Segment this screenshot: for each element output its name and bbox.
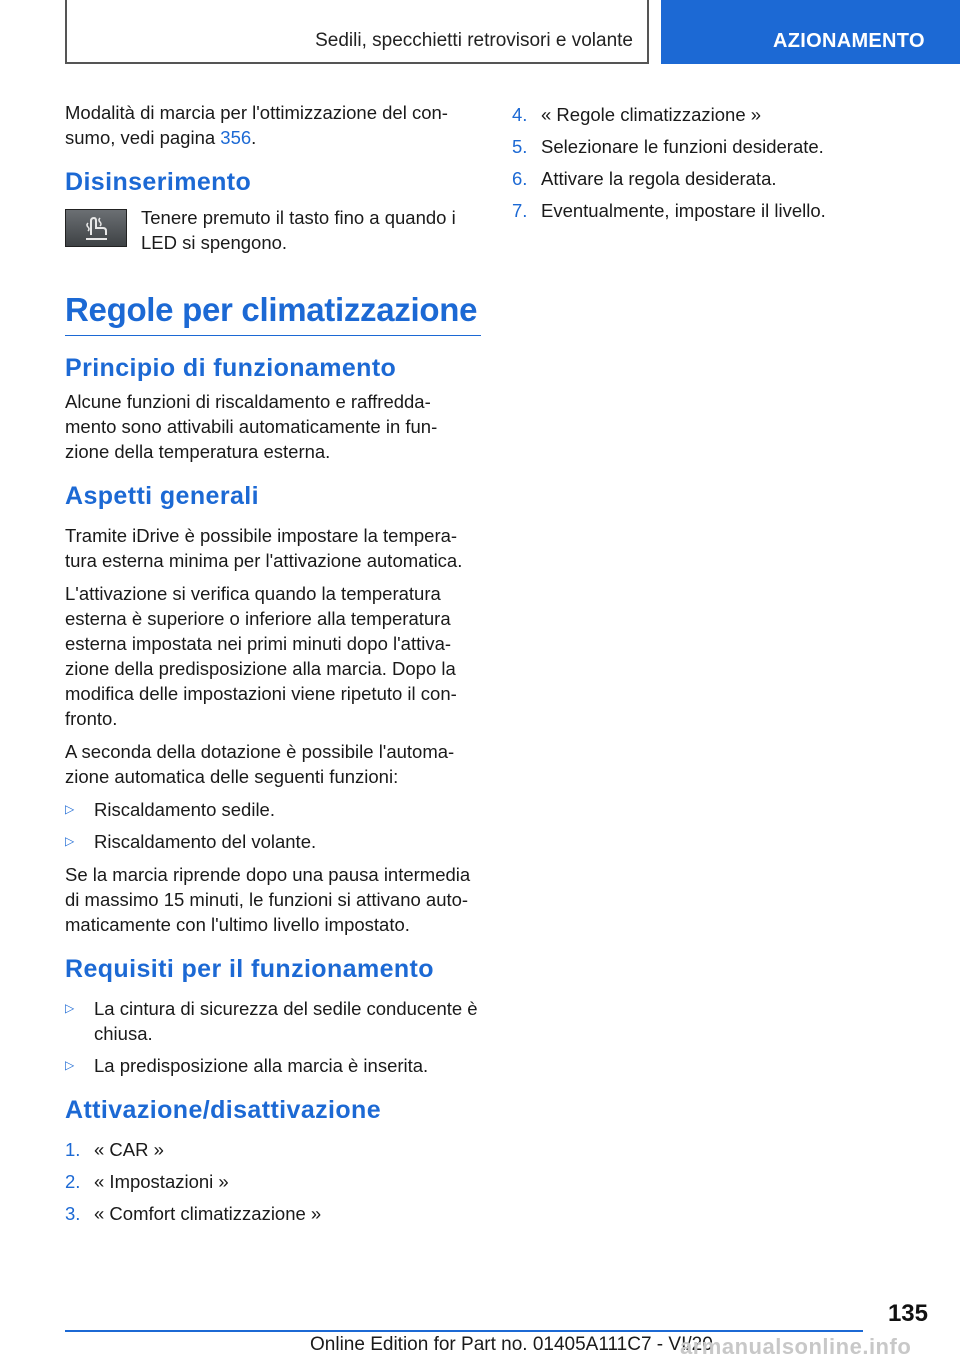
requisiti-heading: Requisiti per il funzionamento bbox=[65, 955, 434, 983]
step-item: 7. Eventualmente, impostare il livello. bbox=[512, 200, 826, 221]
list-item: ▷ La cintura di sicurezza del sedile conducente è chiusa. bbox=[65, 998, 478, 1044]
step-item: 2. « Impostazioni » bbox=[65, 1171, 229, 1192]
list-item: ▷ La predisposizione alla marcia è inserita. bbox=[65, 1055, 429, 1076]
triangle-bullet-icon: ▷ bbox=[65, 834, 75, 848]
aspetti-paragraph-1: Tramite iDrive è possibile impostare la tempera-tura esterna minima per l'attivazione automatica. bbox=[65, 525, 463, 571]
principio-heading: Principio di funzionamento bbox=[65, 354, 397, 382]
principio-text: Alcune funzioni di riscaldamento e raffredda-mento sono attivabili automaticamente in fun-zione della temperatura esterna. bbox=[65, 391, 438, 462]
left-column bbox=[65, 100, 481, 1234]
triangle-bullet-icon: ▷ bbox=[65, 1001, 75, 1015]
main-heading: Regole per climatizzazione bbox=[65, 291, 478, 328]
step-item: 1. « CAR » bbox=[65, 1139, 164, 1160]
intro-paragraph: Modalità di marcia per l'ottimizzazione del con-sumo, vedi pagina 356. bbox=[65, 102, 448, 148]
step-item: 6. Attivare la regola desiderata. bbox=[512, 168, 777, 189]
edition-text: Online Edition for Part no. 01405A111C7 - VI/20 bbox=[310, 1334, 713, 1355]
list-item: ▷ Riscaldamento del volante. bbox=[65, 831, 317, 852]
requisiti-bullet-list bbox=[65, 996, 481, 1078]
header-chapter-box bbox=[65, 0, 649, 64]
steps-list-left bbox=[65, 1137, 481, 1226]
aspetti-paragraph-3: A seconda della dotazione è possibile l'automa-zione automatica delle seguenti funzioni: bbox=[65, 741, 455, 787]
step-item: 3. « Comfort climatizzazione » bbox=[65, 1203, 322, 1224]
watermark: armanualsonline.info bbox=[680, 1334, 912, 1359]
aspetti-paragraph-2: L'attivazione si verifica quando la temperatura esterna è superiore o inferiore alla temperatura esterna impostata nei primi minuti dopo l'attiva-zione della predisposizione alla marcia. Dopo la modifica delle impostazioni viene ripetuto il con-fronto. bbox=[65, 583, 457, 729]
steps-list-right bbox=[512, 102, 912, 223]
footer-divider bbox=[65, 1330, 863, 1332]
disinserimento-heading: Disinserimento bbox=[65, 168, 252, 196]
aspetti-paragraph-4: Se la marcia riprende dopo una pausa intermedia di massimo 15 minuti, le funzioni si attivano auto-maticamente con l'ultimo livello impostato. bbox=[65, 864, 471, 935]
section-title: AZIONAMENTO bbox=[773, 30, 925, 52]
seat-heating-icon bbox=[65, 209, 127, 247]
page-link[interactable]: 356 bbox=[220, 127, 252, 148]
chapter-title: Sedili, specchietti retrovisori e volante bbox=[315, 30, 633, 51]
attivazione-heading: Attivazione/disattivazione bbox=[65, 1096, 382, 1124]
main-heading-wrap bbox=[65, 291, 481, 336]
aspetti-bullet-list bbox=[65, 797, 481, 854]
right-column bbox=[512, 102, 912, 231]
page-number: 135 bbox=[887, 1300, 928, 1327]
disinserimento-row bbox=[65, 209, 481, 255]
triangle-bullet-icon: ▷ bbox=[65, 1058, 75, 1072]
step-item: 4. « Regole climatizzazione » bbox=[512, 104, 762, 125]
header-section-tab[interactable] bbox=[661, 0, 960, 64]
aspetti-heading: Aspetti generali bbox=[65, 482, 259, 510]
triangle-bullet-icon: ▷ bbox=[65, 802, 75, 816]
disinserimento-text: Tenere premuto il tasto fino a quando i LED si spengono. bbox=[141, 207, 456, 253]
list-item: ▷ Riscaldamento sedile. bbox=[65, 799, 275, 820]
step-item: 5. Selezionare le funzioni desiderate. bbox=[512, 136, 824, 157]
